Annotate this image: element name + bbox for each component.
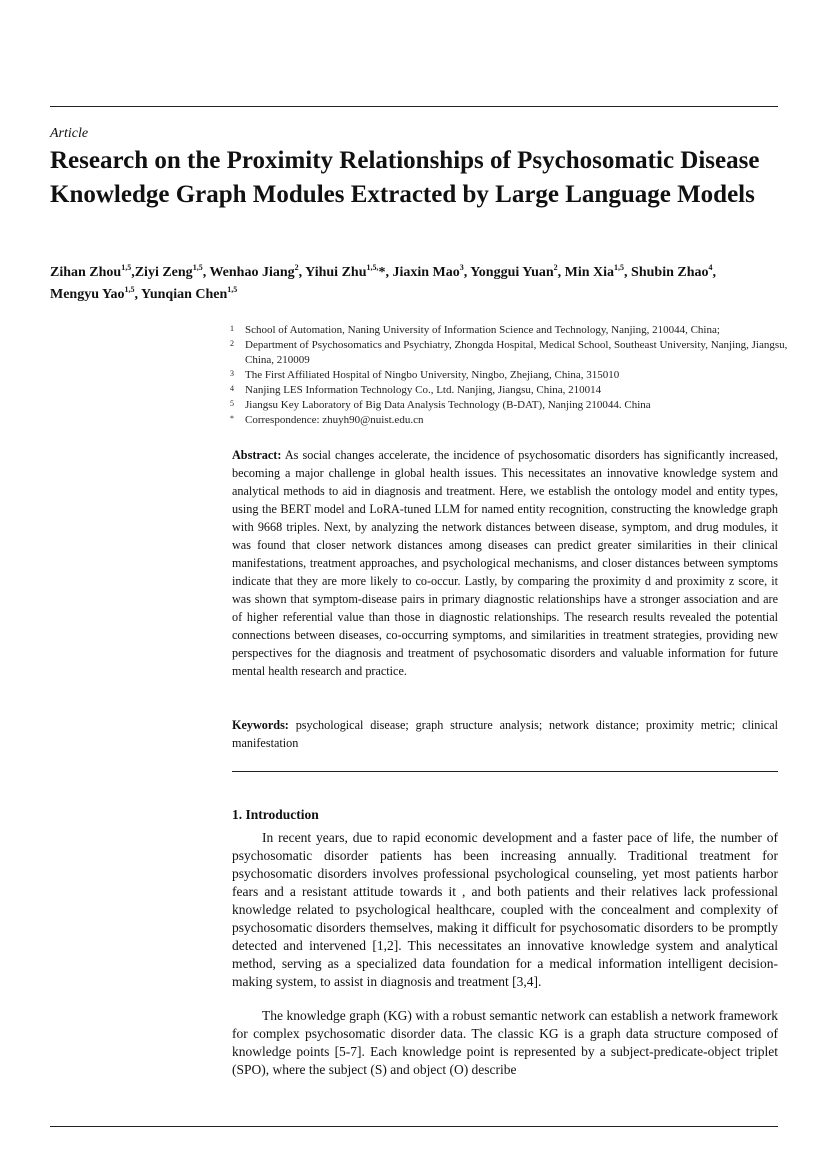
affiliation-text: Nanjing LES Information Technology Co., Ltd. Nanjing, Jiangsu, China, 210014 [245, 384, 602, 396]
affiliation-item [230, 338, 790, 368]
abstract-divider [232, 771, 778, 772]
affiliation-mark: 4 [230, 384, 234, 393]
affiliation-list [230, 323, 790, 428]
author: Yonggui Yuan$^2$, [470, 263, 565, 280]
abstract-label: Abstract: [232, 448, 282, 462]
affiliation-text: Jiangsu Key Laboratory of Big Data Analysis Technology (B-DAT), Nanjing 210044. China [245, 399, 651, 411]
author: Wenhao Jiang$^2$, [209, 263, 306, 280]
author: Min Xia$^{1,5}$, [564, 263, 632, 280]
affiliation-mark: 1 [230, 324, 234, 333]
header-rule [50, 106, 778, 107]
footer-rule [50, 1126, 778, 1127]
author: Shubin Zhao$^4$, [631, 263, 716, 280]
author: Zihan Zhou$^{1,5}$, [50, 263, 135, 280]
author: Yunqian Chen$^{1,5}$ [141, 285, 238, 302]
affiliation-item [230, 413, 790, 428]
affiliation-mark: * [230, 414, 234, 423]
affiliation-item [230, 368, 790, 383]
affiliation-item [230, 398, 790, 413]
body-paragraph: In recent years, due to rapid economic development and a faster pace of life, the number of psychosomatic disorder patients has been increasing annually. Traditional treatment for psychosomatic disorders involves professional psychological counseling, yet most patients harbor fears and a resistant attitude towards it , and both patients and their relatives lack professional knowledge related to psychological healthcare, coupled with the concealment and complexity of psychosomatic disorders themselves, making it difficult for psychosomatic disorders to be promptly detected and intervened [1,2]. This necessitates an innovative knowledge system and analytical method, serving as a specialized data foundation for a medical information intelligent decision-making system, to assist in diagnosis and treatment [3,4]. [232, 830, 778, 989]
keywords-text: psychological disease; graph structure analysis; network distance; proximity metric; clinical manifestation [232, 718, 778, 750]
body-paragraph: The knowledge graph (KG) with a robust semantic network can establish a network framework for complex psychosomatic disorder data. The classic KG is a graph data structure composed of knowledge points [5-7]. Each knowledge point is represented by a subject-predicate-object triplet (SPO), where the subject (S) and object (O) describe [232, 1008, 778, 1077]
author-list [50, 262, 790, 306]
author: Mengyu Yao$^{1,5}$, [50, 285, 142, 302]
affiliation-item [230, 323, 790, 338]
correspondence-text: Correspondence: zhuyh90@nuist.edu.cn [245, 414, 424, 426]
section-heading-introduction: 1. Introduction [232, 807, 319, 822]
abstract-text: As social changes accelerate, the incidence of psychosomatic disorders has significantly increased, becoming a major challenge in global health issues. This necessitates an innovative knowledge system and analytical methods to aid in diagnosis and treatment. Here, we establish the ontology model and entity types, using the BERT model and LoRA-tuned LLM for named entity recognition, constructing the knowledge graph with 9668 triples. Next, by analyzing the network distances between disease, symptom, and drug modules, it was found that closer network distances among diseases can predict greater similarities in their clinical manifestations, treatment approaches, and psychological mechanisms, and closer distances between symptoms indicate that they are more likely to co-occur. Lastly, by comparing the proximity d and proximity z score, it was shown that symptom-disease pairs in primary diagnostic relationships have a stronger association and are of higher referential value than those in diagnostic relationships. The research results revealed the potential connections between diseases, co-occurring symptoms, and similarities in treatment strategies, providing new perspectives for the diagnosis and treatment of psychosomatic disorders and valuable information for future mental health research and practice. [232, 448, 779, 678]
author: Ziyi Zeng$^{1,5}$, [134, 263, 210, 280]
affiliation-mark: 3 [230, 369, 234, 378]
affiliation-text: Department of Psychosomatics and Psychiatry, Zhongda Hospital, Medical School, Southeast University, Nanjing, Jiangsu, China, 210009 [245, 339, 788, 366]
affiliation-item [230, 383, 790, 398]
affiliation-text: The First Affiliated Hospital of Ningbo University, Ningbo, Zhejiang, China, 315010 [245, 369, 620, 381]
affiliation-mark: 2 [230, 339, 234, 348]
affiliation-mark: 5 [230, 399, 234, 408]
article-type-label: Article [50, 126, 89, 141]
keywords-label: Keywords: [232, 718, 289, 732]
author: Jiaxin Mao$^3$, [392, 263, 471, 280]
author: Yihui Zhu$^{1,5,}$*, [305, 263, 393, 280]
abstract [232, 446, 778, 680]
keywords [232, 716, 778, 752]
affiliation-text: School of Automation, Naning University of Information Science and Technology, Nanjing, 210044, China; [245, 324, 720, 336]
paper-title: Research on the Proximity Relationships of Psychosomatic Disease Knowledge Graph Modules Extracted by Large Language Models [50, 147, 760, 208]
